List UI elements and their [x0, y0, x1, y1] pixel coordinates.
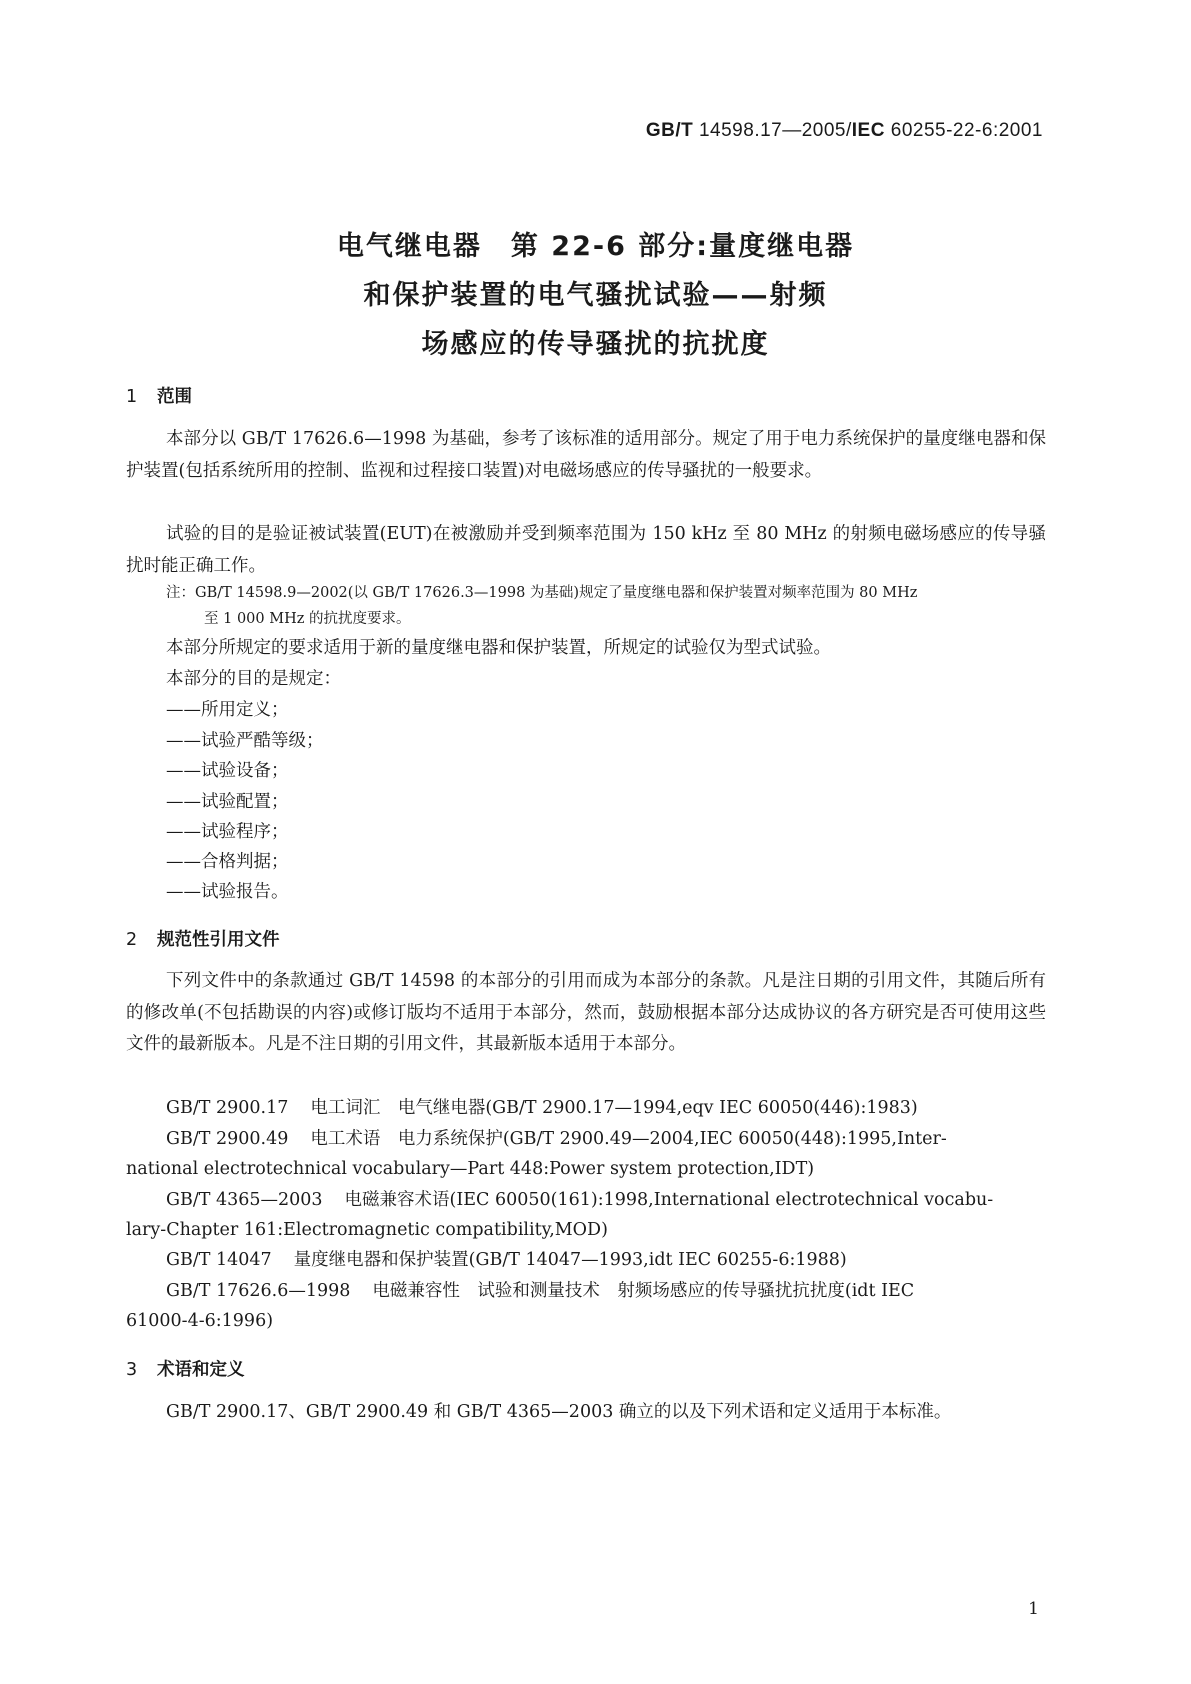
reference-text: 电工术语 电力系统保护(GB/T 2900.49—2004,IEC 60050(448):1995,Inter- — [310, 1129, 947, 1149]
std-prefix: GB/T — [645, 120, 694, 141]
std-iec-prefix: IEC — [851, 120, 885, 141]
section-number: 1 — [126, 387, 138, 407]
section-1-paragraph-3: 本部分所规定的要求适用于新的量度继电器和保护装置，所规定的试验仅为型式试验。 — [166, 638, 831, 658]
section-3-heading — [126, 1356, 245, 1381]
list-item: ——合格判据； — [166, 852, 289, 872]
section-title: 规范性引用文件 — [157, 930, 280, 950]
section-number: 2 — [126, 930, 138, 950]
section-title: 术语和定义 — [157, 1360, 245, 1380]
section-1-paragraph-4: 本部分的目的是规定： — [166, 669, 341, 689]
reference-code: GB/T 17626.6—1998 — [166, 1281, 351, 1301]
list-item: ——试验配置； — [166, 792, 289, 812]
title-line-3: 场感应的传导骚扰的抗扰度 — [421, 329, 770, 360]
reference-code: GB/T 2900.49 — [166, 1129, 289, 1149]
standard-number — [646, 120, 1043, 142]
note-line-2: 至 1 000 MHz 的抗扰度要求。 — [204, 611, 411, 627]
reference-entry — [166, 1093, 918, 1125]
list-item: ——试验程序； — [166, 822, 289, 842]
reference-text: 量度继电器和保护装置(GB/T 14047—1993,idt IEC 60255-6:1988) — [293, 1250, 847, 1270]
title-line-2: 和保护装置的电气骚扰试验——射频 — [363, 280, 828, 311]
section-title: 范围 — [157, 387, 192, 407]
reference-entry — [166, 1185, 993, 1217]
section-1-heading — [126, 383, 192, 408]
section-3-paragraph-1: GB/T 2900.17、GB/T 2900.49 和 GB/T 4365—2003 确立的以及下列术语和定义适用于本标准。 — [166, 1402, 952, 1422]
section-2-paragraph-1: 下列文件中的条款通过 GB/T 14598 的本部分的引用而成为本部分的条款。凡是注日期的引用文件，其随后所有的修改单(不包括勘误的内容)或修订版均不适用于本部分，然而，鼓励根据本部分达成协议的各方研究是否可使用这些文件的最新版本。凡是不注日期的引用文件，其最新版本适用于本部分。 — [126, 971, 1046, 1054]
section-number: 3 — [126, 1360, 138, 1380]
reference-entry — [166, 1276, 914, 1308]
reference-continuation: national electrotechnical vocabulary—Part 448:Power system protection,IDT) — [126, 1159, 815, 1179]
section-2-heading — [126, 926, 280, 951]
page-number: 1 — [1028, 1599, 1039, 1619]
reference-text: 电磁兼容性 试验和测量技术 射频场感应的传导骚扰抗扰度(idt IEC — [372, 1281, 915, 1301]
list-item: ——试验设备； — [166, 761, 289, 781]
std-iec-number: 60255-22-6:2001 — [890, 120, 1043, 141]
title-line-1: 电气继电器 第 22-6 部分:量度继电器 — [336, 231, 855, 262]
list-item: ——试验严酷等级； — [166, 731, 324, 751]
reference-text: 电磁兼容术语(IEC 60050(161):1998,International electrotechnical vocabu- — [344, 1190, 994, 1210]
reference-code: GB/T 4365—2003 — [166, 1190, 323, 1210]
document-title — [0, 222, 1191, 369]
std-number: 14598.17—2005/ — [698, 120, 852, 141]
reference-code: GB/T 14047 — [166, 1250, 272, 1270]
reference-continuation: 61000-4-6:1996) — [126, 1311, 274, 1331]
list-item: ——所用定义； — [166, 700, 289, 720]
reference-continuation: lary-Chapter 161:Electromagnetic compatibility,MOD) — [126, 1220, 608, 1240]
section-1-paragraph-1: 本部分以 GB/T 17626.6—1998 为基础，参考了该标准的适用部分。规定了用于电力系统保护的量度继电器和保护装置(包括系统所用的控制、监视和过程接口装置)对电磁场感应的传导骚扰的一般要求。 — [126, 429, 1046, 481]
section-1-paragraph-2: 试验的目的是验证被试装置(EUT)在被激励并受到频率范围为 150 kHz 至 80 MHz 的射频电磁场感应的传导骚扰时能正确工作。 — [126, 524, 1046, 576]
reference-text: 电工词汇 电气继电器(GB/T 2900.17—1994,eqv IEC 60050(446):1983) — [310, 1098, 918, 1118]
list-item: ——试验报告。 — [166, 882, 289, 902]
reference-entry — [166, 1124, 947, 1156]
reference-entry — [166, 1245, 847, 1277]
note — [166, 580, 1046, 632]
reference-code: GB/T 2900.17 — [166, 1098, 289, 1118]
note-line-1: 注：GB/T 14598.9—2002(以 GB/T 17626.3—1998 为基础)规定了量度继电器和保护装置对频率范围为 80 MHz — [166, 585, 918, 601]
